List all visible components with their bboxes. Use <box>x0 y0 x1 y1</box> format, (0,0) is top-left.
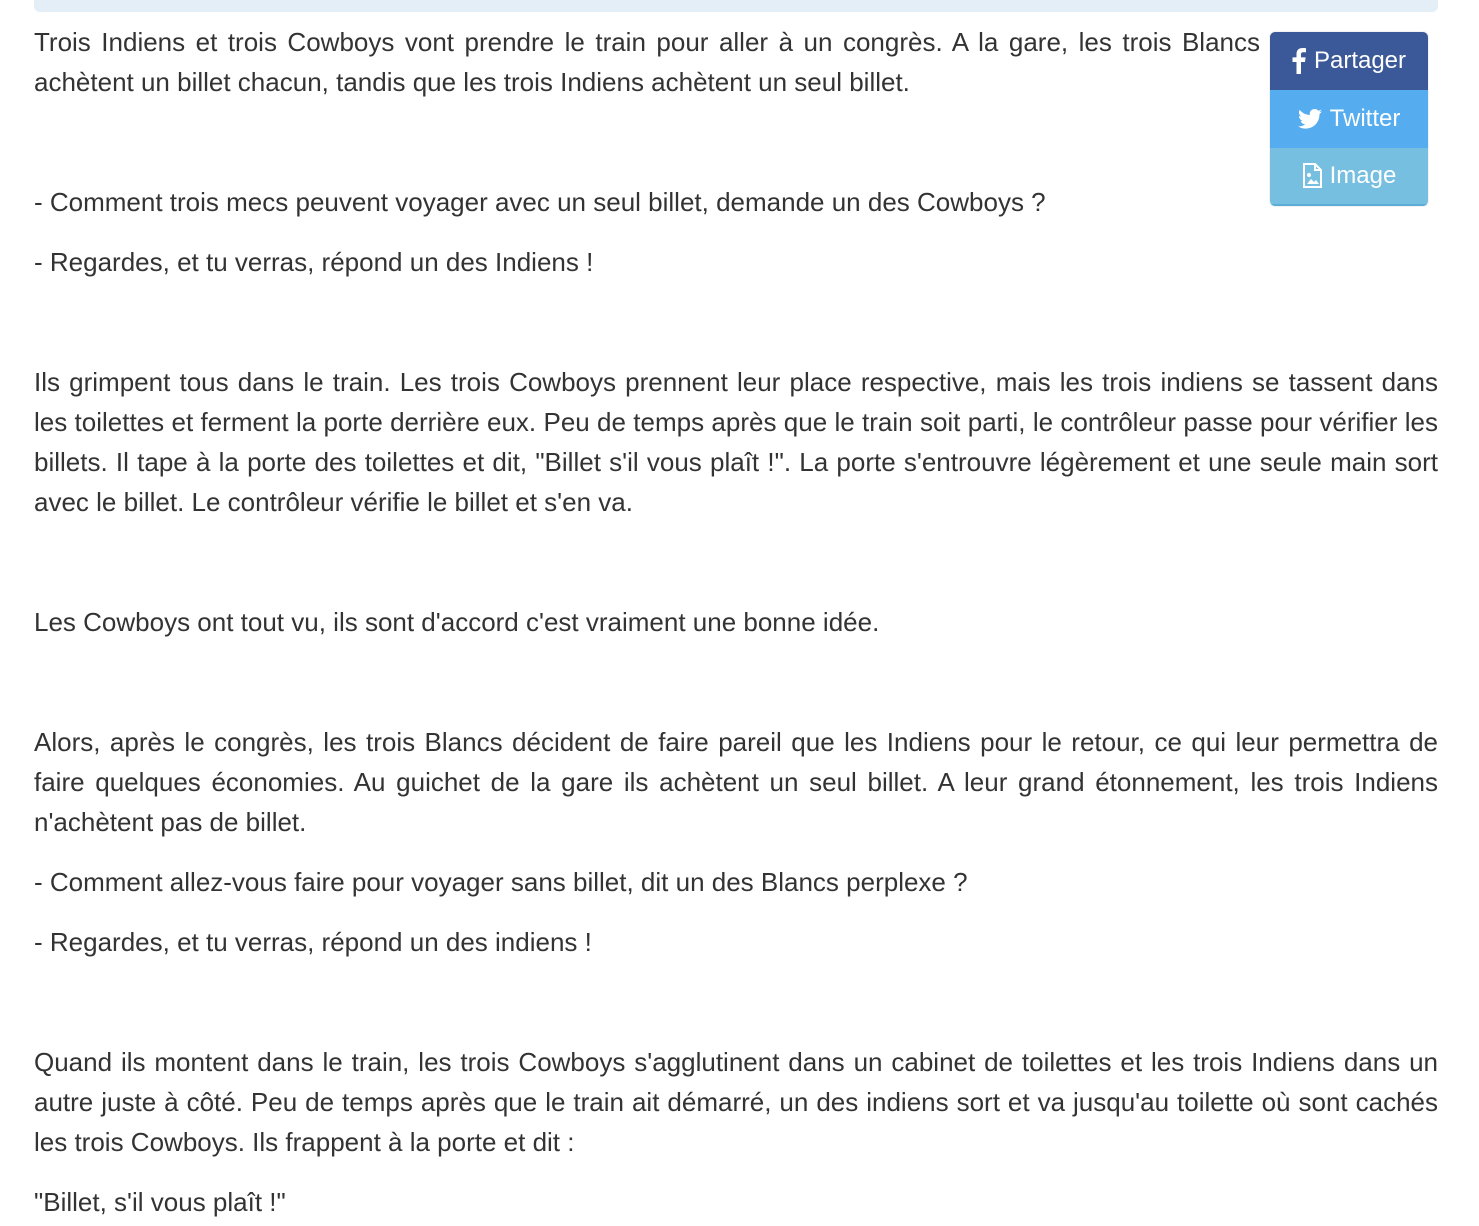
facebook-share-button[interactable] <box>1270 32 1428 90</box>
image-share-label: Image <box>1329 162 1397 189</box>
twitter-share-button[interactable] <box>1270 90 1428 148</box>
facebook-share-label: Partager <box>1313 47 1407 74</box>
twitter-icon <box>1298 109 1322 129</box>
joke-content <box>34 22 1438 1222</box>
paragraph-5: Les Cowboys ont tout vu, ils sont d'accord c'est vraiment une bonne idée. <box>34 607 880 637</box>
facebook-icon <box>1292 48 1306 74</box>
paragraph-10: "Billet, s'il vous plaît !" <box>34 1187 286 1217</box>
paragraph-1: Trois Indiens et trois Cowboys vont prendre le train pour aller à un congrès. A la gare, les trois Blancs achètent un billet chacun, tandis que les trois Indiens achètent un seul billet. <box>34 27 1260 97</box>
top-bar <box>34 0 1438 12</box>
image-share-button[interactable] <box>1270 148 1428 206</box>
paragraph-7: - Comment allez-vous faire pour voyager sans billet, dit un des Blancs perplexe ? <box>34 867 968 897</box>
twitter-share-label: Twitter <box>1329 105 1401 132</box>
paragraph-3: - Regardes, et tu verras, répond un des Indiens ! <box>34 247 594 277</box>
paragraph-4: Ils grimpent tous dans le train. Les trois Cowboys prennent leur place respective, mais les trois indiens se tassent dans les toilettes et ferment la porte derrière eux. Peu de temps après que le train soit parti, le contrôleur passe pour vérifier les billets. Il tape à la porte des toilettes et dit, "Billet s'il vous plaît !". La porte s'entrouvre légèrement et une seule main sort avec le billet. Le contrôleur vérifie le billet et s'en va. <box>34 367 1438 517</box>
share-box <box>1270 32 1428 206</box>
image-file-icon <box>1302 163 1322 189</box>
paragraph-9: Quand ils montent dans le train, les trois Cowboys s'agglutinent dans un cabinet de toilettes et les trois Indiens dans un autre juste à côté. Peu de temps après que le train ait démarré, un des indiens sort et va jusqu'au toilette où sont cachés les trois Cowboys. Ils frappent à la porte et dit : <box>34 1047 1438 1157</box>
paragraph-8: - Regardes, et tu verras, répond un des indiens ! <box>34 927 592 957</box>
paragraph-6: Alors, après le congrès, les trois Blancs décident de faire pareil que les Indiens pour le retour, ce qui leur permettra de faire quelques économies. Au guichet de la gare ils achètent un seul billet. A leur grand étonnement, les trois Indiens n'achètent pas de billet. <box>34 727 1438 837</box>
paragraph-2: - Comment trois mecs peuvent voyager avec un seul billet, demande un des Cowboys ? <box>34 187 1046 217</box>
